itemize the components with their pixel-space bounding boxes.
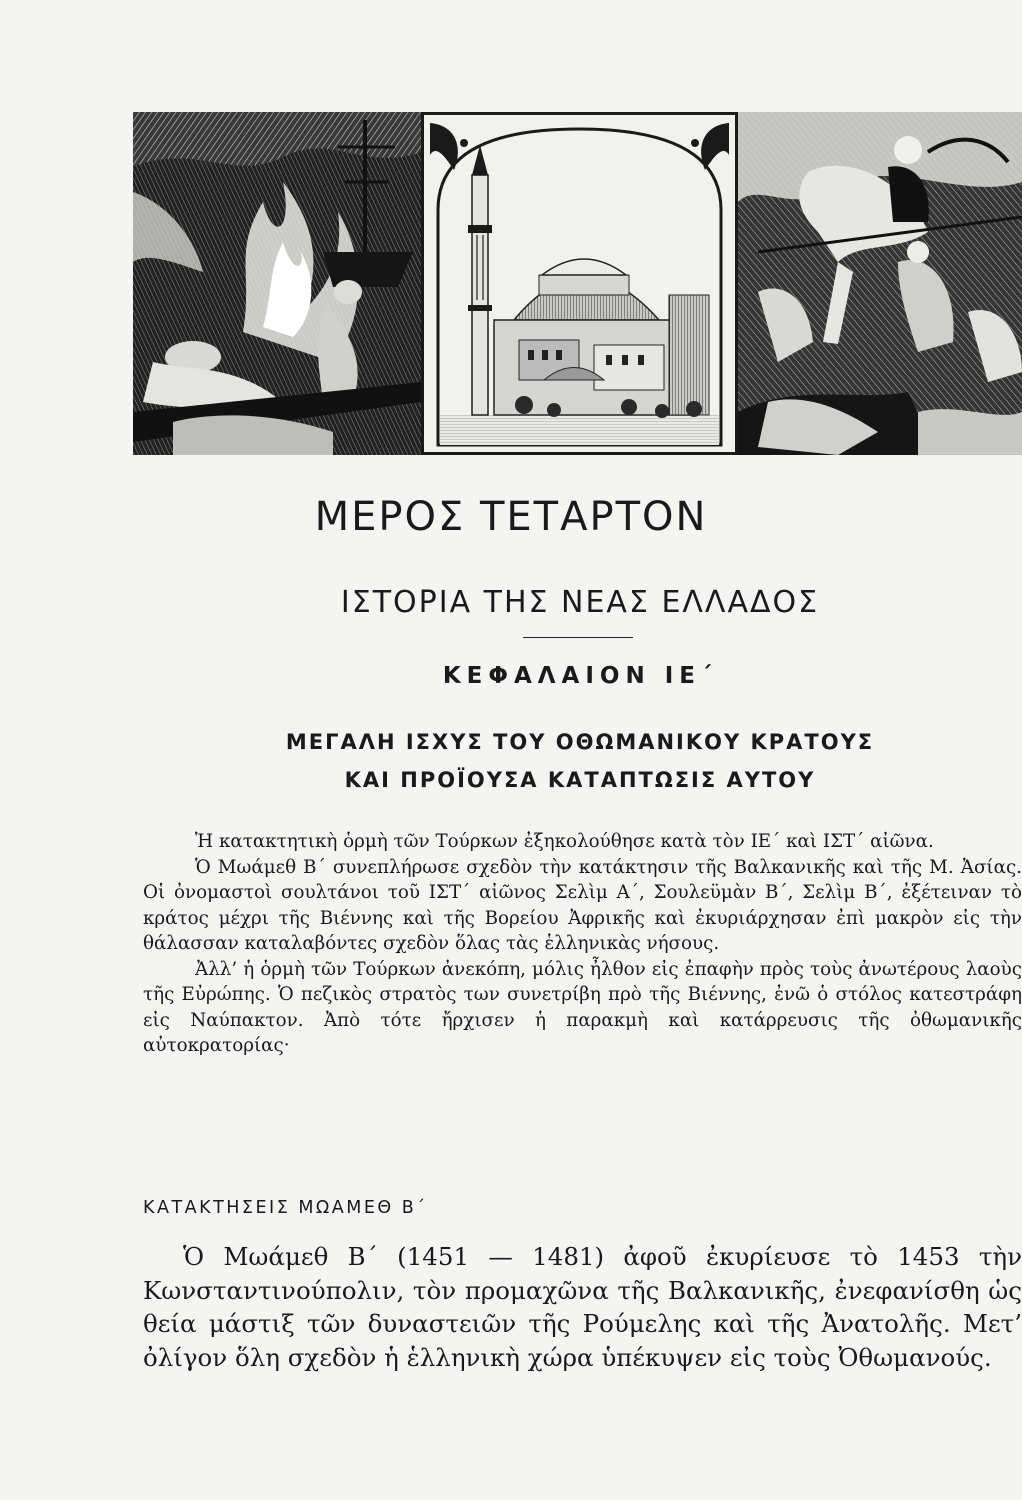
body-paragraph: Ὁ Μωάμεθ Β΄ (1451 — 1481) ἀφοῦ ἐκυρίευσε τὸ 1453 τὴν Κωνσταντινούπολιν, τὸν προμαχῶνα τῆς Βαλκανικῆς, ἐνεφανίσθη ὡς θεία μάστιξ τῶν δυναστειῶν τῆς Ρούμελης καὶ τῆς Ἀνατολῆς. Μετ’ ὀλίγον ὅλη σχεδὸν ἡ ἑλληνικὴ χώρα ὑπέκυψεν εἰς τοὺς Ὀθωμανούς. <box>143 1242 1022 1372</box>
summary-paragraph: Ἡ κατακτητικὴ ὁρμὴ τῶν Τούρκων ἐξηκολούθησε κατὰ τὸν ΙΕ΄ καὶ ΙΣΤ΄ αἰῶνα. <box>195 831 934 852</box>
summary-paragraph: Ἀλλ’ ἡ ὁρμὴ τῶν Τούρκων ἀνεκόπη, μόλις ἦλθον εἰς ἐπαφὴν πρὸς τοὺς ἀνωτέρους λαοὺς τῆς Εὐρώπης. Ὁ πεζικὸς στρατὸς των συνετρίβη πρὸ τῆς Βιέννης, ἐνῶ ὁ στόλος κατεστράφη εἰς Ναύπακτον. Ἀπὸ τότε ἤρχισεν ἡ παρακμὴ καὶ κατάρρευσις τῆς ὀθωμανικῆς αὐτοκρατορίας· <box>143 958 1022 1056</box>
chapter-subtitle-line-1: ΜΕΓΑΛΗ ΙΣΧΥΣ ΤΟΥ ΟΘΩΜΑΝΙΚΟΥ ΚΡΑΤΟΥΣ <box>285 730 875 754</box>
mosque-minaret-engraving-icon <box>421 112 738 455</box>
battle-fire-engraving-icon <box>133 112 421 455</box>
section-heading: ΚΑΤΑΚΤΗΣΕΙΣ ΜΩΑΜΕΘ Β΄ <box>143 1198 428 1218</box>
header-engraving <box>133 112 1022 455</box>
history-title: ΙΣΤΟΡΙΑ ΤΗΣ ΝΕΑΣ ΕΛΛΑΔΟΣ <box>340 585 820 620</box>
summary-paragraph: Ὁ Μωάμεθ Β΄ συνεπλήρωσε σχεδὸν τὴν κατάκτησιν τῆς Βαλκανικῆς καὶ τῆς Μ. Ἀσίας. Οἱ ὀνομαστοὶ σουλτάνοι τοῦ ΙΣΤ΄ αἰῶνος Σελὶμ Α΄, Σουλεϋμὰν Β΄, Σελὶμ Β΄, ἐξέτειναν τὸ κράτος μέχρι τῆς Βιέννης καὶ τῆς Βορείου Ἀφρικῆς καὶ ἐκυριάρχησαν ἐπὶ μακρὸν εἰς τὴν θάλασσαν καταλαβόντες σχεδὸν ὅλας τὰς ἑλληνικὰς νήσους. <box>143 856 1022 954</box>
part-title: ΜΕΡΟΣ ΤΕΤΑΡΤΟΝ <box>314 494 708 540</box>
title-divider <box>523 637 633 638</box>
chapter-summary <box>143 829 1022 1059</box>
chapter-number: ΚΕΦΑΛΑΙΟΝ ΙΕ΄ <box>442 663 718 689</box>
section-body <box>143 1240 1022 1374</box>
chapter-subtitle-line-2: ΚΑΙ ΠΡΟΪΟΥΣΑ ΚΑΤΑΠΤΩΣΙΣ ΑΥΤΟΥ <box>344 768 816 792</box>
cavalry-battle-engraving-icon <box>738 112 1022 455</box>
